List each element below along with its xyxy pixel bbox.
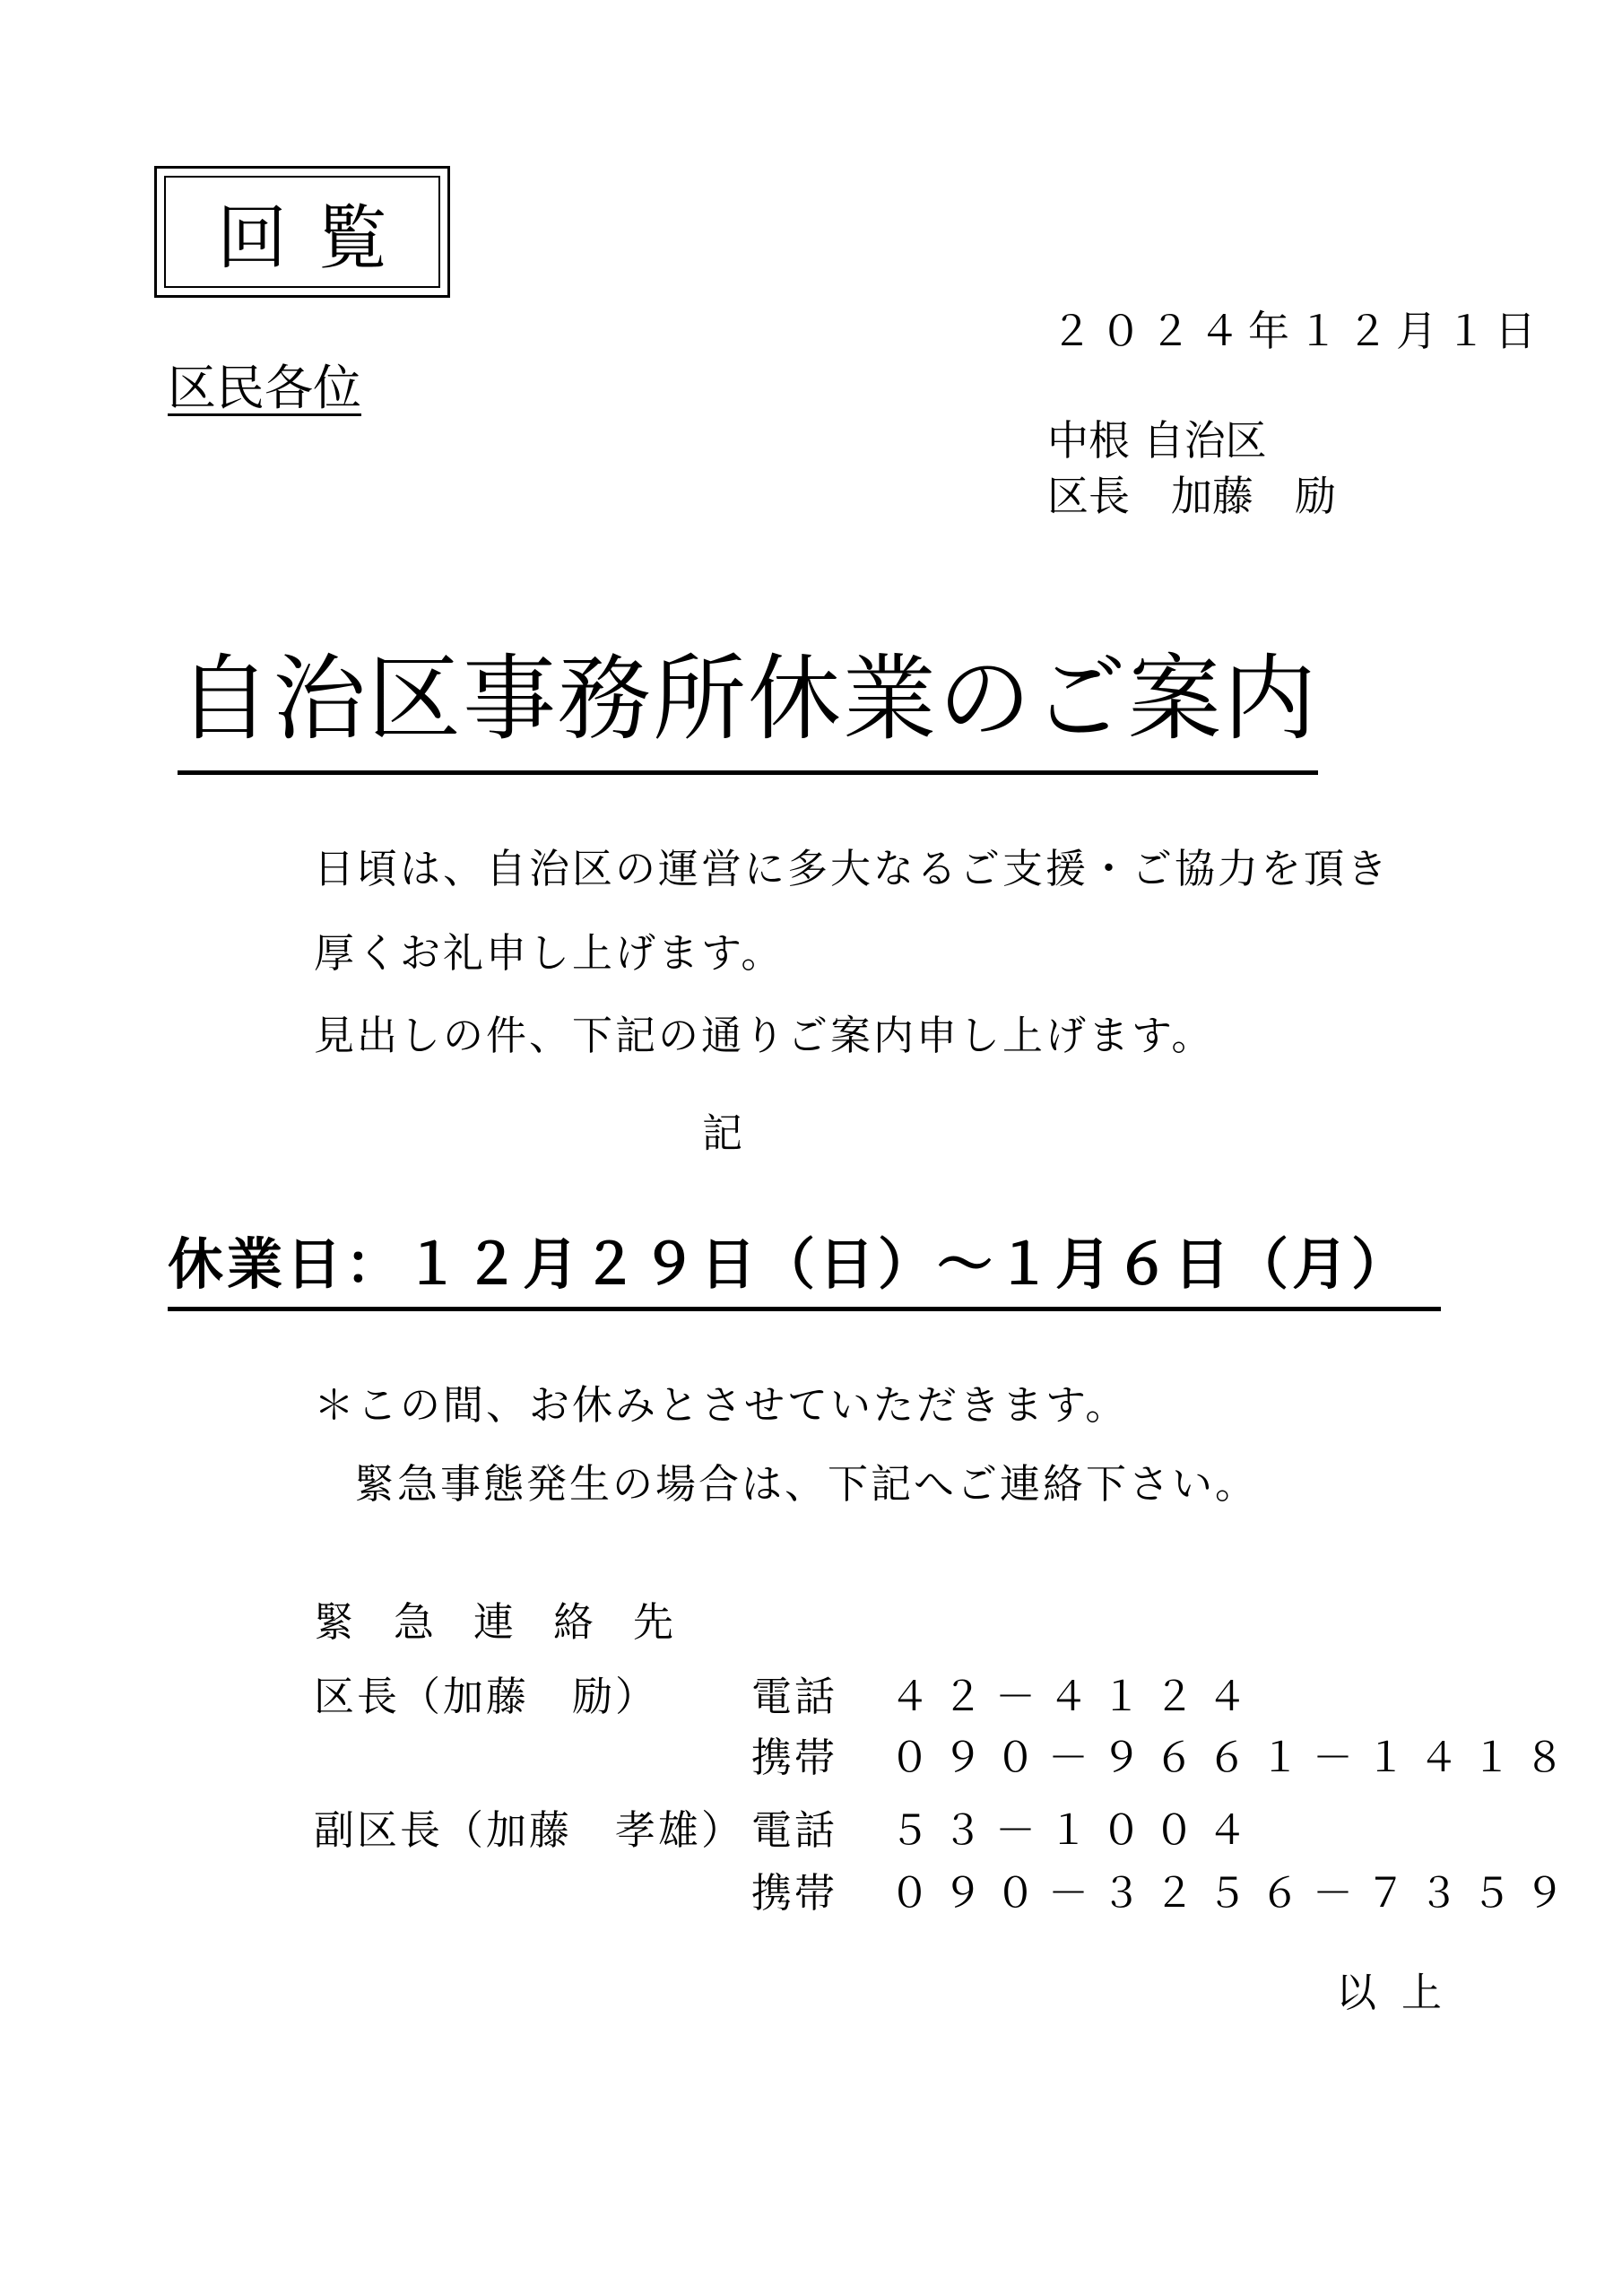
circular-stamp-box [154,166,450,298]
ki-marker: 記 [702,1109,743,1157]
circular-stamp-label: 回覧 [164,176,440,288]
body-line-3: 見出しの件、下記の通りご案内申し上げます。 [314,1012,1215,1059]
sender-organization: 中根 自治区 [1047,416,1267,465]
body-line-2: 厚くお礼申し上げます。 [314,929,785,977]
issue-date: ２０２４年１２月１日 [1051,307,1544,355]
contact-number: ０９０－３２５６－７３５９ [889,1869,1578,1917]
contact-number: ５３－１００４ [889,1806,1261,1854]
contact-person: 副区長（加藤 孝雄） [314,1806,745,1854]
closed-days: 休業日：１２月２９日（日）～１月６日（月） [168,1220,1441,1311]
contact-kind: 電話 [751,1673,838,1720]
note-line-1: ＊この間、お休みとさせていただきます。 [314,1381,1129,1429]
contact-kind: 電話 [751,1806,838,1854]
body-line-1: 日頃は、自治区の運営に多大なるご支援・ご協力を頂き [314,845,1391,892]
addressee: 区民各位 [168,360,361,416]
contact-person: 区長（加藤 励） [314,1673,659,1720]
document-title: 自治区事務所休業のご案内 [178,623,1318,775]
sender-chief: 区長 加藤 励 [1047,472,1336,520]
contact-number: ４２－４１２４ [889,1673,1261,1720]
note-line-2: 緊急事態発生の場合は、下記へご連絡下さい。 [354,1460,1259,1508]
contact-kind: 携帯 [751,1734,838,1781]
contact-number: ０９０－９６６１－１４１８ [889,1734,1578,1781]
contact-heading: 緊急連絡先 [314,1598,714,1646]
closing-mark: 以上 [1336,1969,1468,2016]
contact-kind: 携帯 [751,1869,838,1917]
